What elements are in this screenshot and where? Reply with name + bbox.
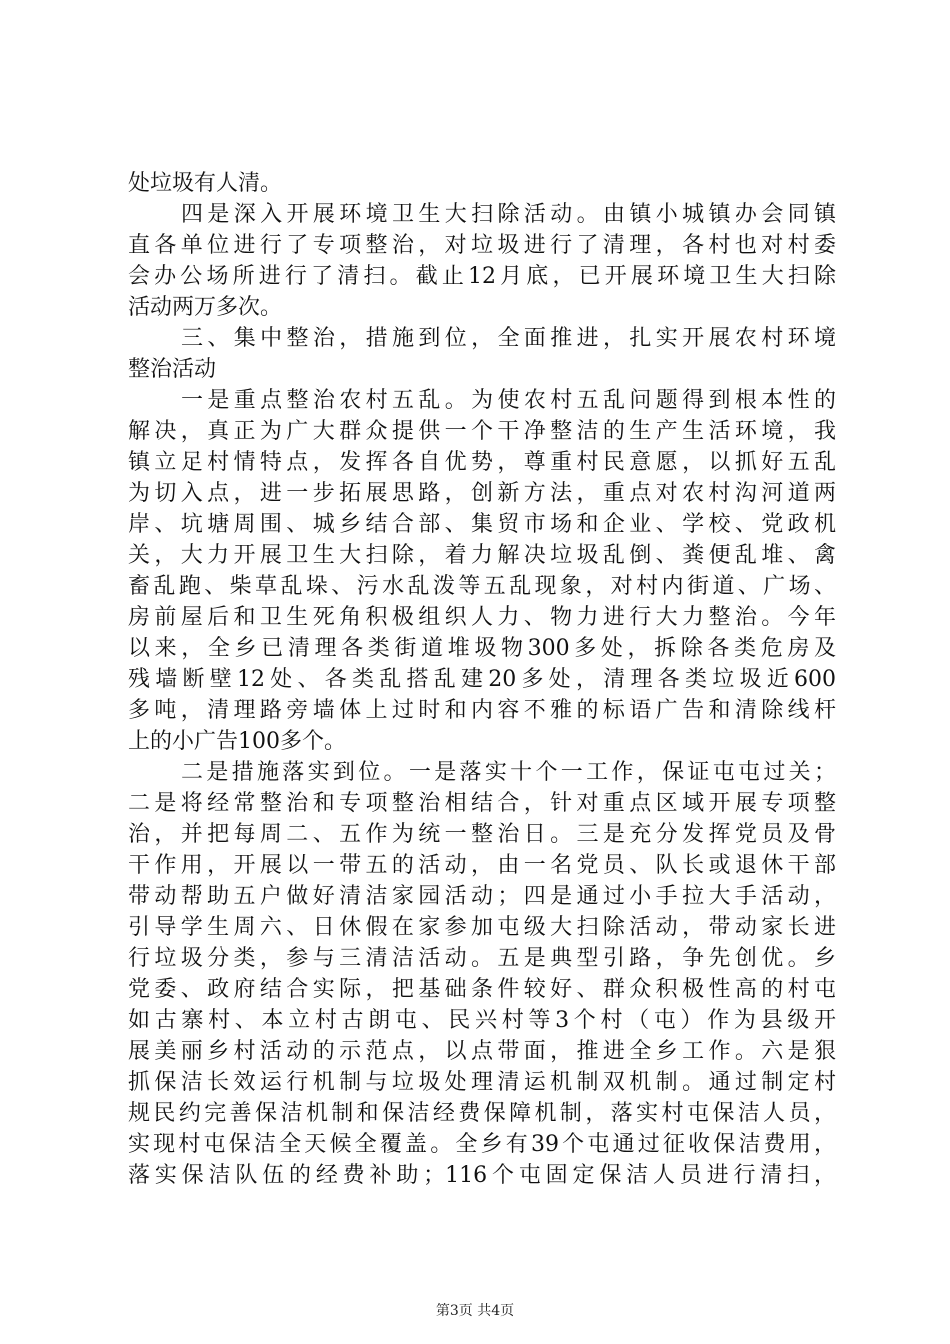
text-line: 展美丽乡村活动的示范点，以点带面，推进全乡工作。六是狠 <box>128 1039 836 1064</box>
text-line: 规民约完善保洁机制和保洁经费保障机制，落实村屯保洁人员， <box>128 1101 836 1126</box>
text-line: 引导学生周六、日休假在家参加屯级大扫除活动，带动家长进 <box>128 915 836 940</box>
text-line: 解决，真正为广大群众提供一个干净整洁的生产生活环境，我 <box>128 419 836 444</box>
text-line: 关，大力开展卫生大扫除，着力解决垃圾乱倒、粪便乱堆、禽 <box>128 543 836 568</box>
section-heading: 三、集中整治，措施到位，全面推进，扎实开展农村环境 <box>181 326 836 351</box>
text-line: 岸、坑塘周围、城乡结合部、集贸市场和企业、学校、党政机 <box>128 512 836 537</box>
section-heading-continued: 整治活动 <box>128 357 217 382</box>
text-line: 多吨，清理路旁墙体上过时和内容不雅的标语广告和清除线杆 <box>128 698 836 723</box>
text-line: 残墙断壁12处、各类乱搭乱建20多处，清理各类垃圾近600 <box>128 667 836 692</box>
text-line: 治，并把每周二、五作为统一整治日。三是充分发挥党员及骨 <box>128 822 836 847</box>
paragraph-first-line: 四是深入开展环境卫生大扫除活动。由镇小城镇办会同镇 <box>181 202 836 227</box>
text-line: 处垃圾有人清。 <box>128 171 283 196</box>
text-line: 二是将经常整治和专项整治相结合，针对重点区域开展专项整 <box>128 791 836 816</box>
text-line: 实现村屯保洁全天候全覆盖。全乡有39个屯通过征收保洁费用， <box>128 1132 836 1157</box>
text-line: 党委、政府结合实际，把基础条件较好、群众积极性高的村屯 <box>128 977 836 1002</box>
text-line: 行垃圾分类，参与三清洁活动。五是典型引路，争先创优。乡 <box>128 946 836 971</box>
text-line: 活动两万多次。 <box>128 295 283 320</box>
text-line: 房前屋后和卫生死角积极组织人力、物力进行大力整治。今年 <box>128 605 836 630</box>
text-line: 畜乱跑、柴草乱垛、污水乱泼等五乱现象，对村内街道、广场、 <box>128 574 836 599</box>
text-line: 抓保洁长效运行机制与垃圾处理清运机制双机制。通过制定村 <box>128 1070 836 1095</box>
text-line: 如古寨村、本立村古朗屯、民兴村等3个村（屯）作为县级开 <box>128 1008 836 1033</box>
text-line: 干作用，开展以一带五的活动，由一名党员、队长或退休干部 <box>128 853 836 878</box>
text-line: 会办公场所进行了清扫。截止12月底，已开展环境卫生大扫除 <box>128 264 836 289</box>
text-line: 以来，全乡已清理各类街道堆圾物300多处，拆除各类危房及 <box>128 636 836 661</box>
text-line: 为切入点，进一步拓展思路，创新方法，重点对农村沟河道两 <box>128 481 836 506</box>
text-line: 镇立足村情特点，发挥各自优势，尊重村民意愿，以抓好五乱 <box>128 450 836 475</box>
page-footer <box>0 1302 950 1320</box>
text-line: 直各单位进行了专项整治，对垃圾进行了清理，各村也对村委 <box>128 233 836 258</box>
paragraph-first-line: 一是重点整治农村五乱。为使农村五乱问题得到根本性的 <box>181 388 836 413</box>
text-line: 上的小广告100多个。 <box>128 729 346 754</box>
text-line: 带动帮助五户做好清洁家园活动；四是通过小手拉大手活动， <box>128 884 836 909</box>
paragraph-first-line: 二是措施落实到位。一是落实十个一工作，保证屯屯过关； <box>181 760 836 785</box>
document-body <box>128 168 836 1191</box>
text-line: 落实保洁队伍的经费补助；116个屯固定保洁人员进行清扫， <box>128 1163 836 1188</box>
page-number-label: 第3页 共4页 <box>435 1303 515 1319</box>
